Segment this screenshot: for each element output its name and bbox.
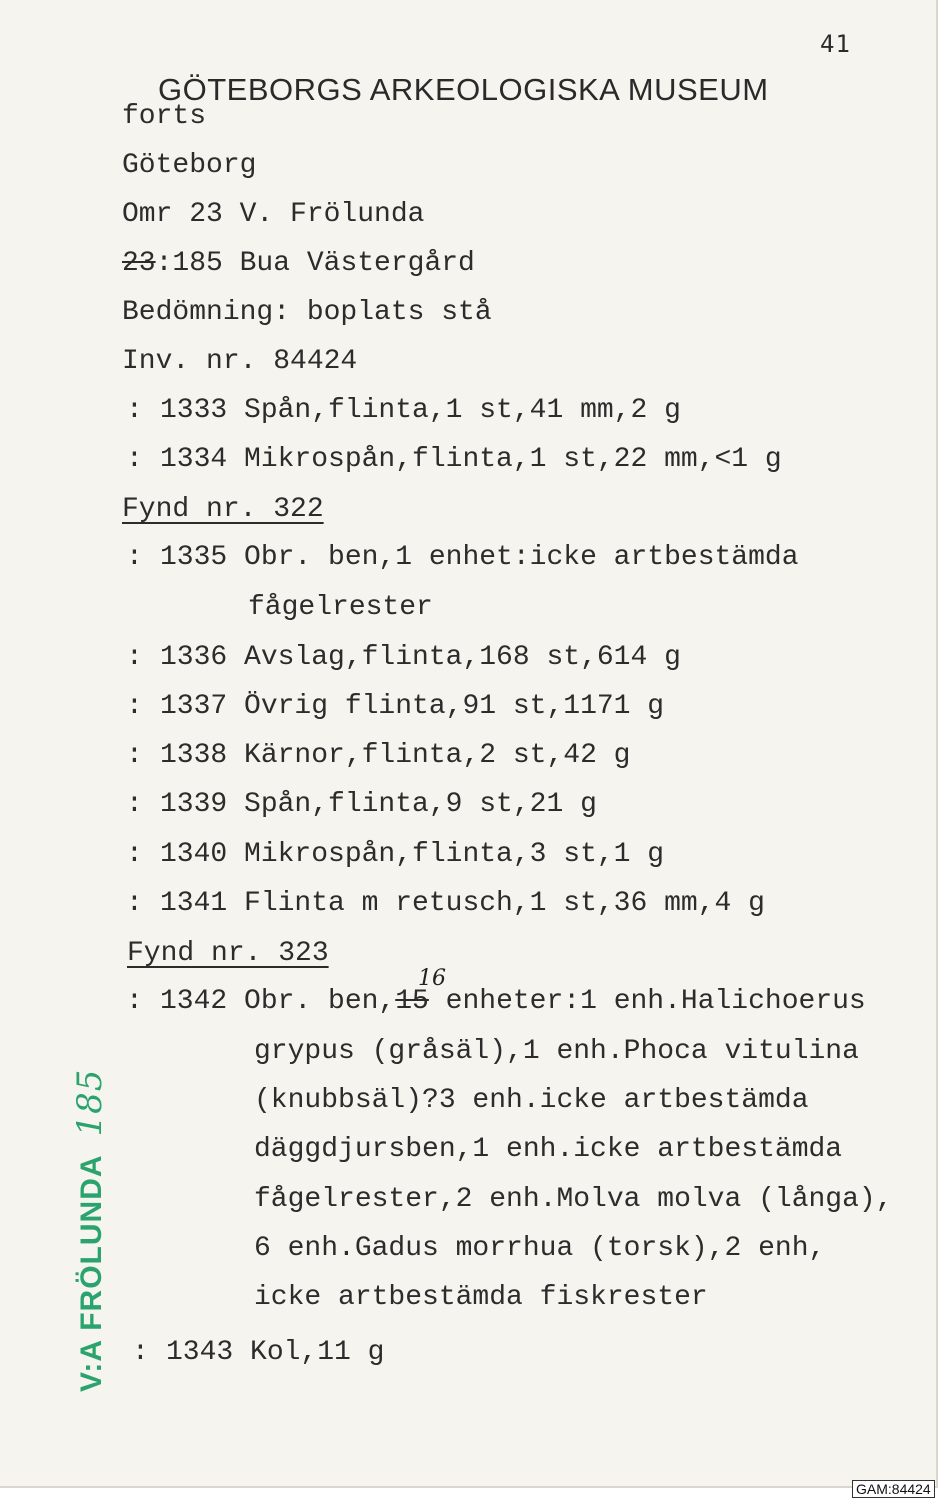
item-1336: 1336 Avslag,flinta,168 st,614 g [160, 642, 681, 673]
item-colon: : [126, 542, 143, 573]
item-1334: 1334 Mikrospån,flinta,1 st,22 mm,<1 g [160, 444, 782, 475]
catalog-id-label: GAM:84424 [852, 1480, 935, 1498]
item-colon: : [126, 691, 143, 722]
item-colon: : [126, 740, 143, 771]
location-stamp [70, 1069, 110, 1392]
item-colon: : [126, 789, 143, 820]
struck-count: 15 [395, 986, 429, 1017]
item-1342-end: enheter:1 enh.Halichoerus [428, 986, 866, 1017]
struck-site-number: 23 [122, 248, 156, 279]
item-colon: : [126, 444, 143, 475]
museum-header: GÖTEBORGS ARKEOLOGISKA MUSEUM [158, 72, 769, 107]
area-line: Omr 23 V. Frölunda [122, 199, 425, 230]
handwritten-correction: 16 [418, 966, 446, 991]
site-name: :185 Bua Västergård [155, 248, 475, 279]
item-1340: 1340 Mikrospån,flinta,3 st,1 g [160, 839, 665, 870]
item-colon: : [126, 888, 143, 919]
assessment-line: Bedömning: boplats stå [122, 297, 492, 328]
page-number: 41 [820, 30, 851, 58]
inventory-line: Inv. nr. 84424 [122, 346, 358, 377]
fynd-heading-323: Fynd nr. 323 [127, 938, 329, 969]
item-1335: 1335 Obr. ben,1 enhet:icke artbestämda [160, 542, 799, 573]
item-1338: 1338 Kärnor,flinta,2 st,42 g [160, 740, 631, 771]
item-1342-start: 1342 Obr. ben, [160, 986, 396, 1017]
item-colon: : [132, 1337, 149, 1368]
item-1342-continuation: (knubbsäl)?3 enh.icke artbestämda [254, 1085, 809, 1116]
item-colon: : [126, 642, 143, 673]
item-1337: 1337 Övrig flinta,91 st,1171 g [160, 691, 665, 722]
city-line: Göteborg [122, 150, 257, 181]
item-1342 [160, 988, 866, 1016]
forts-line: forts [122, 101, 207, 132]
item-1339: 1339 Spån,flinta,9 st,21 g [160, 789, 597, 820]
item-1342-continuation: icke artbestämda fiskrester [254, 1282, 708, 1313]
item-colon: : [126, 839, 143, 870]
item-1342-continuation: däggdjursben,1 enh.icke artbestämda [254, 1134, 843, 1165]
item-1341: 1341 Flinta m retusch,1 st,36 mm,4 g [160, 888, 765, 919]
stamp-number: 185 [70, 1068, 110, 1137]
fynd-heading-322: Fynd nr. 322 [122, 494, 324, 525]
item-1342-continuation: grypus (gråsäl),1 enh.Phoca vitulina [254, 1036, 859, 1067]
item-colon: : [126, 395, 143, 426]
item-colon: : [126, 986, 143, 1017]
item-1343: 1343 Kol,11 g [166, 1337, 385, 1368]
item-1335-continuation: fågelrester [248, 592, 433, 623]
item-1333: 1333 Spån,flinta,1 st,41 mm,2 g [160, 395, 681, 426]
item-1342-continuation: 6 enh.Gadus morrhua (torsk),2 enh, [254, 1233, 826, 1264]
site-line [122, 250, 475, 278]
stamp-text: V:A FRÖLUNDA [75, 1154, 108, 1392]
item-1342-continuation: fågelrester,2 enh.Molva molva (långa), [254, 1184, 893, 1215]
